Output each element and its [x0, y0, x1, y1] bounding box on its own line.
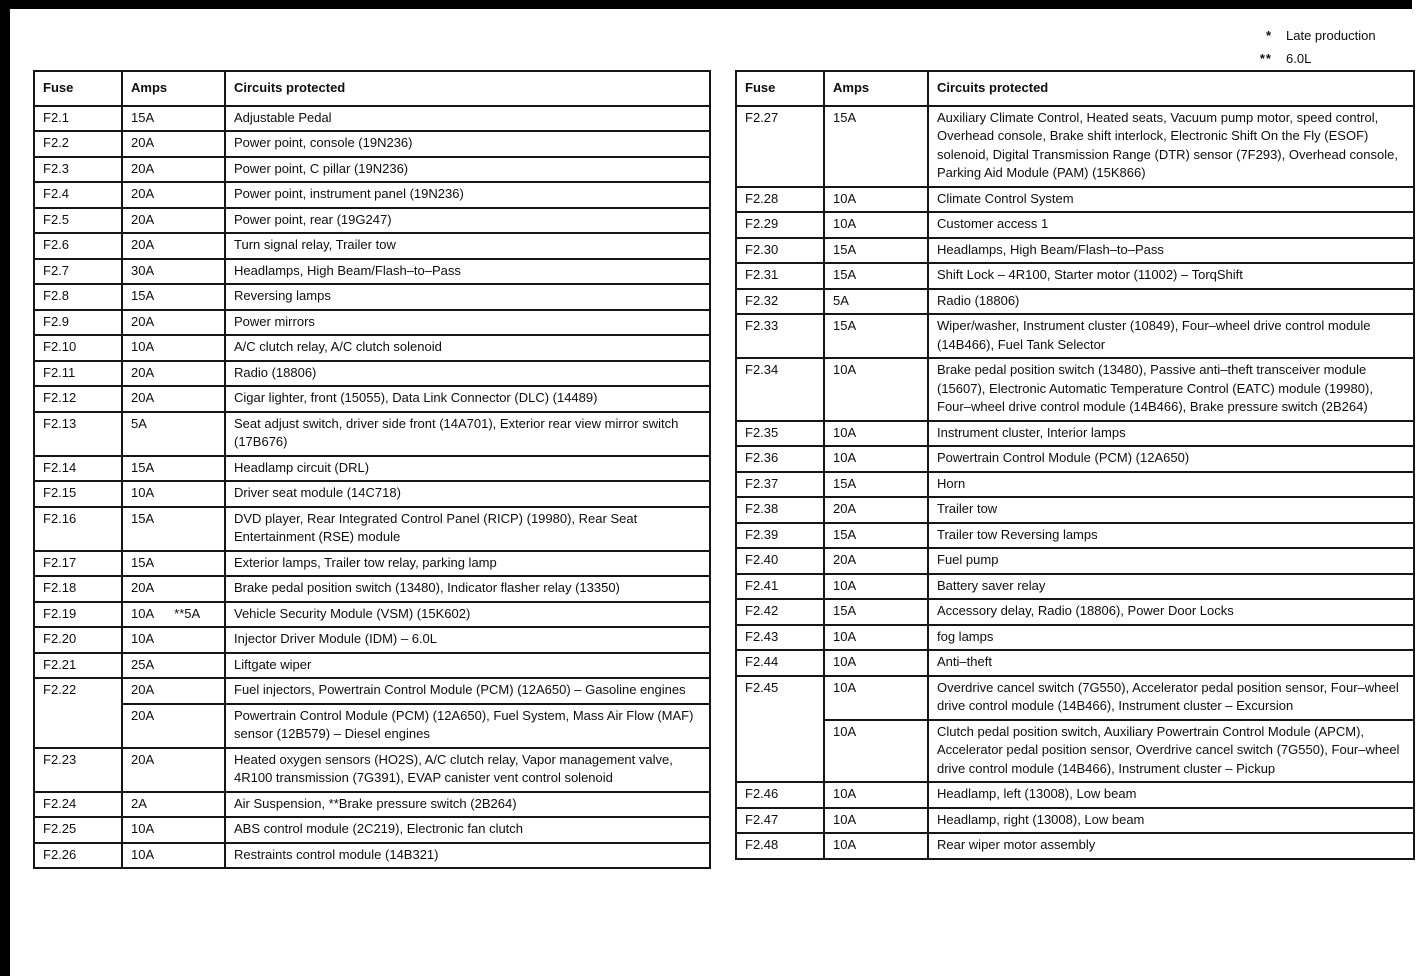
circuits-cell: Heated oxygen sensors (HO2S), A/C clutch relay, Vapor management valve, 4R100 transmission (7G391), EVAP canister vent control solenoid	[225, 748, 710, 792]
fuse-id-cell: F2.26	[34, 843, 122, 869]
amps-cell	[824, 625, 928, 651]
amps-value: 15A	[131, 510, 155, 526]
circuits-cell: Fuel pump	[928, 548, 1414, 574]
fuse-row	[736, 106, 1414, 187]
asterisk-symbol: *	[1265, 28, 1272, 43]
amps-value: 20A	[131, 390, 155, 405]
double-asterisk-symbol: **	[1259, 51, 1272, 66]
amps-value: 10A	[833, 362, 857, 377]
fuse-id-cell: F2.14	[34, 456, 122, 482]
fuse-row	[34, 259, 710, 285]
column-header-amps: Amps	[824, 71, 928, 106]
fuse-id-cell: F2.1	[34, 106, 122, 132]
circuits-cell: Powertrain Control Module (PCM) (12A650)	[928, 446, 1414, 472]
circuits-cell: Trailer tow Reversing lamps	[928, 523, 1414, 549]
amps-cell	[824, 782, 928, 808]
amps-value: 10A	[833, 679, 857, 695]
fuse-row	[736, 625, 1414, 651]
amps-value: 10A	[833, 811, 857, 827]
amps-cell	[824, 574, 928, 600]
circuits-cell: Power point, console (19N236)	[225, 131, 710, 157]
amps-cell	[122, 182, 225, 208]
fuse-id-cell: F2.23	[34, 748, 122, 792]
amps-value: 10A	[833, 577, 857, 593]
circuits-cell: fog lamps	[928, 625, 1414, 651]
circuits-cell: Horn	[928, 472, 1414, 498]
amps-value: 15A	[833, 318, 857, 333]
amps-value: 15A	[131, 288, 155, 303]
amps-cell	[122, 792, 225, 818]
fuse-table-left	[33, 70, 711, 869]
amps-cell	[122, 157, 225, 183]
fuse-row	[736, 446, 1414, 472]
scan-edge-top	[0, 0, 1412, 9]
circuits-cell: Headlamp, right (13008), Low beam	[928, 808, 1414, 834]
fuse-row	[736, 833, 1414, 859]
fuse-id-cell: F2.38	[736, 497, 824, 523]
fuse-row	[34, 233, 710, 259]
amps-value: 10A	[833, 837, 857, 852]
fuse-id-cell: F2.12	[34, 386, 122, 412]
fuse-row	[736, 187, 1414, 213]
amps-value: 15A	[833, 241, 857, 257]
fuse-id-cell: F2.48	[736, 833, 824, 859]
circuits-cell: Overdrive cancel switch (7G550), Accelerator pedal position sensor, Four–wheel drive control module (14B466), Instrument cluster – Excursion	[928, 676, 1414, 720]
fuse-id-cell: F2.33	[736, 314, 824, 358]
circuits-cell: Liftgate wiper	[225, 653, 710, 679]
circuits-cell: Headlamp circuit (DRL)	[225, 456, 710, 482]
fuse-row	[34, 106, 710, 132]
fuse-id-cell: F2.6	[34, 233, 122, 259]
amps-value: 10A	[131, 605, 155, 621]
legend-late-production	[1246, 28, 1376, 44]
amps-cell	[122, 627, 225, 653]
legend-label: 6.0L	[1286, 51, 1312, 66]
circuits-cell: Shift Lock – 4R100, Starter motor (11002) – TorqShift	[928, 263, 1414, 289]
amps-value: 15A	[833, 603, 857, 618]
column-header-circuits: Circuits protected	[225, 71, 710, 106]
amps-value: 10A	[833, 786, 857, 801]
fuse-id-cell: F2.44	[736, 650, 824, 676]
amps-cell	[824, 314, 928, 358]
amps-cell	[122, 208, 225, 234]
amps-cell	[122, 386, 225, 412]
column-header-fuse: Fuse	[34, 71, 122, 106]
amps-value: 15A	[833, 109, 857, 125]
amps-value: 20A	[833, 552, 857, 567]
fuse-id-cell: F2.37	[736, 472, 824, 498]
fuse-row	[736, 314, 1414, 358]
amps-value: 10A	[833, 723, 857, 739]
amps-cell	[122, 361, 225, 387]
circuits-cell: Exterior lamps, Trailer tow relay, parking lamp	[225, 551, 710, 577]
circuits-cell: Trailer tow	[928, 497, 1414, 523]
fuse-id-cell: F2.28	[736, 187, 824, 213]
circuits-cell: Restraints control module (14B321)	[225, 843, 710, 869]
circuits-cell: Brake pedal position switch (13480), Passive anti–theft transceiver module (15607), Electronic Automatic Temperature Control (EATC) module (19980), Four–wheel drive control module (14B466), Brake pressure switch (2B264)	[928, 358, 1414, 421]
fuse-id-cell: F2.47	[736, 808, 824, 834]
fuse-row	[34, 627, 710, 653]
amps-alt-value: **5A	[174, 605, 201, 621]
circuits-cell: Rear wiper motor assembly	[928, 833, 1414, 859]
amps-value: 10A	[131, 485, 155, 500]
column-header-circuits: Circuits protected	[928, 71, 1414, 106]
fuse-row	[736, 720, 1414, 783]
circuits-cell: Clutch pedal position switch, Auxiliary Powertrain Control Module (APCM), Accelerator pedal position sensor, Overdrive cancel switch (7G550), Four–wheel drive control module (14B466), Instrument cluster – Pickup	[928, 720, 1414, 783]
amps-cell	[824, 650, 928, 676]
amps-value: 20A	[131, 364, 155, 380]
amps-value: 20A	[131, 237, 155, 252]
circuits-cell: Fuel injectors, Powertrain Control Module (PCM) (12A650) – Gasoline engines	[225, 678, 710, 704]
fuse-id-cell: F2.2	[34, 131, 122, 157]
amps-cell	[824, 523, 928, 549]
fuse-id-cell: F2.13	[34, 412, 122, 456]
fuse-row	[34, 481, 710, 507]
circuits-cell: Power point, rear (19G247)	[225, 208, 710, 234]
amps-cell	[122, 131, 225, 157]
amps-cell	[122, 335, 225, 361]
circuits-cell: Power point, instrument panel (19N236)	[225, 182, 710, 208]
fuse-row	[736, 497, 1414, 523]
amps-cell	[824, 833, 928, 859]
fuse-id-cell: F2.43	[736, 625, 824, 651]
header-row	[34, 71, 710, 106]
fuse-row	[34, 602, 710, 628]
fuse-row	[34, 182, 710, 208]
amps-cell	[122, 843, 225, 869]
amps-cell	[122, 106, 225, 132]
fuse-id-cell: F2.20	[34, 627, 122, 653]
amps-value: 10A	[131, 631, 155, 646]
amps-value: 10A	[131, 846, 155, 862]
amps-cell	[824, 472, 928, 498]
fuse-row	[34, 507, 710, 551]
amps-cell	[824, 421, 928, 447]
circuits-cell: Cigar lighter, front (15055), Data Link Connector (DLC) (14489)	[225, 386, 710, 412]
amps-cell	[122, 748, 225, 792]
amps-value: 15A	[833, 475, 857, 491]
circuits-cell: Power point, C pillar (19N236)	[225, 157, 710, 183]
fuse-row	[736, 650, 1414, 676]
footnote-legend	[1246, 28, 1376, 74]
fuse-row	[34, 653, 710, 679]
fuse-id-cell: F2.27	[736, 106, 824, 187]
fuse-row	[736, 421, 1414, 447]
amps-value: 15A	[131, 459, 155, 475]
column-header-fuse: Fuse	[736, 71, 824, 106]
fuse-row	[34, 335, 710, 361]
circuits-cell: Customer access 1	[928, 212, 1414, 238]
fuse-id-cell: F2.7	[34, 259, 122, 285]
amps-cell	[122, 310, 225, 336]
amps-cell	[122, 412, 225, 456]
amps-value: 10A	[131, 339, 155, 354]
circuits-cell: Headlamps, High Beam/Flash–to–Pass	[928, 238, 1414, 264]
circuits-cell: Headlamp, left (13008), Low beam	[928, 782, 1414, 808]
amps-cell	[824, 263, 928, 289]
circuits-cell: Brake pedal position switch (13480), Indicator flasher relay (13350)	[225, 576, 710, 602]
circuits-cell: Anti–theft	[928, 650, 1414, 676]
fuse-row	[736, 289, 1414, 315]
fuse-id-cell: F2.29	[736, 212, 824, 238]
fuse-row	[34, 576, 710, 602]
amps-cell	[824, 808, 928, 834]
fuse-id-cell: F2.8	[34, 284, 122, 310]
fuse-id-cell: F2.16	[34, 507, 122, 551]
fuse-row	[736, 782, 1414, 808]
amps-cell	[824, 676, 928, 720]
amps-cell	[122, 653, 225, 679]
circuits-cell: Auxiliary Climate Control, Heated seats, Vacuum pump motor, speed control, Overhead console, Brake shift interlock, Electronic Shift On the Fly (ESOF) solenoid, Digital Transmission Range (DTR) sensor (7F293), Overhead console, Parking Aid Module (PAM) (15K866)	[928, 106, 1414, 187]
amps-value: 10A	[833, 450, 857, 465]
fuse-id-cell: F2.46	[736, 782, 824, 808]
fuse-id-cell: F2.36	[736, 446, 824, 472]
fuse-id-cell: F2.45	[736, 676, 824, 783]
fuse-id-cell: F2.21	[34, 653, 122, 679]
amps-value: 20A	[131, 751, 155, 767]
amps-value: 15A	[131, 109, 155, 125]
fuse-row	[736, 238, 1414, 264]
amps-cell	[824, 358, 928, 421]
amps-value: 20A	[131, 135, 155, 150]
amps-value: 20A	[833, 501, 857, 516]
amps-value: 20A	[131, 160, 155, 176]
fuse-id-cell: F2.24	[34, 792, 122, 818]
circuits-cell: Battery saver relay	[928, 574, 1414, 600]
circuits-cell: Air Suspension, **Brake pressure switch (2B264)	[225, 792, 710, 818]
fuse-row	[736, 212, 1414, 238]
legend-label: Late production	[1286, 28, 1376, 43]
fuse-row	[34, 792, 710, 818]
amps-cell	[122, 678, 225, 704]
fuse-row	[34, 361, 710, 387]
amps-value: 10A	[833, 654, 857, 669]
amps-cell	[122, 456, 225, 482]
fuse-row	[34, 748, 710, 792]
amps-cell	[824, 599, 928, 625]
fuse-id-cell: F2.22	[34, 678, 122, 748]
fuse-row	[736, 358, 1414, 421]
amps-value: 15A	[131, 554, 155, 570]
fuse-id-cell: F2.19	[34, 602, 122, 628]
amps-cell	[824, 289, 928, 315]
circuits-cell: Adjustable Pedal	[225, 106, 710, 132]
fuse-row	[736, 574, 1414, 600]
fuse-id-cell: F2.31	[736, 263, 824, 289]
amps-cell	[122, 551, 225, 577]
fuse-row	[736, 263, 1414, 289]
column-header-amps: Amps	[122, 71, 225, 106]
circuits-cell: Injector Driver Module (IDM) – 6.0L	[225, 627, 710, 653]
fuse-id-cell: F2.17	[34, 551, 122, 577]
amps-value: 10A	[833, 424, 857, 440]
circuits-cell: Turn signal relay, Trailer tow	[225, 233, 710, 259]
fuse-id-cell: F2.10	[34, 335, 122, 361]
amps-cell	[824, 720, 928, 783]
circuits-cell: Climate Control System	[928, 187, 1414, 213]
fuse-id-cell: F2.32	[736, 289, 824, 315]
amps-value: 5A	[833, 292, 849, 308]
fuse-row	[736, 523, 1414, 549]
amps-value: 10A	[833, 190, 857, 206]
fuse-table-right	[735, 70, 1415, 860]
amps-value: 20A	[131, 211, 155, 227]
fuse-id-cell: F2.25	[34, 817, 122, 843]
fuse-row	[34, 678, 710, 704]
amps-value: 5A	[131, 415, 147, 431]
circuits-cell: Accessory delay, Radio (18806), Power Door Locks	[928, 599, 1414, 625]
fuse-id-cell: F2.5	[34, 208, 122, 234]
amps-value: 10A	[833, 216, 857, 231]
fuse-id-cell: F2.35	[736, 421, 824, 447]
fuse-row	[34, 157, 710, 183]
amps-value: 25A	[131, 656, 155, 672]
amps-cell	[122, 704, 225, 748]
circuits-cell: Radio (18806)	[928, 289, 1414, 315]
fuse-id-cell: F2.30	[736, 238, 824, 264]
fuse-row	[736, 676, 1414, 720]
fuse-id-cell: F2.4	[34, 182, 122, 208]
amps-value: 30A	[131, 262, 155, 278]
fuse-id-cell: F2.40	[736, 548, 824, 574]
fuse-row	[34, 208, 710, 234]
amps-cell	[122, 233, 225, 259]
fuse-row	[34, 843, 710, 869]
amps-cell	[122, 284, 225, 310]
amps-cell	[824, 446, 928, 472]
fuse-row	[34, 284, 710, 310]
fuse-id-cell: F2.3	[34, 157, 122, 183]
amps-value: 10A	[131, 821, 155, 836]
fuse-id-cell: F2.34	[736, 358, 824, 421]
legend-6-0l	[1246, 51, 1376, 67]
circuits-cell: Instrument cluster, Interior lamps	[928, 421, 1414, 447]
fuse-row	[34, 551, 710, 577]
fuse-id-cell: F2.42	[736, 599, 824, 625]
fuse-id-cell: F2.41	[736, 574, 824, 600]
amps-cell	[122, 507, 225, 551]
fuse-row	[736, 808, 1414, 834]
fuse-row	[736, 472, 1414, 498]
amps-cell	[122, 259, 225, 285]
fuse-row	[34, 817, 710, 843]
amps-value: 15A	[833, 526, 857, 542]
circuits-cell: Reversing lamps	[225, 284, 710, 310]
amps-value: 15A	[833, 267, 857, 282]
amps-value: 20A	[131, 682, 155, 697]
fuse-row	[34, 386, 710, 412]
fuse-row	[34, 456, 710, 482]
amps-value: 20A	[131, 313, 155, 329]
fuse-id-cell: F2.39	[736, 523, 824, 549]
amps-cell	[122, 481, 225, 507]
circuits-cell: A/C clutch relay, A/C clutch solenoid	[225, 335, 710, 361]
amps-cell	[824, 497, 928, 523]
amps-value: 20A	[131, 707, 155, 723]
amps-value: 10A	[833, 628, 857, 644]
amps-value: 2A	[131, 795, 147, 811]
amps-cell	[122, 817, 225, 843]
circuits-cell: Wiper/washer, Instrument cluster (10849), Four–wheel drive control module (14B466), Fuel Tank Selector	[928, 314, 1414, 358]
amps-cell	[824, 106, 928, 187]
amps-cell	[122, 602, 225, 628]
fuse-id-cell: F2.18	[34, 576, 122, 602]
circuits-cell: Powertrain Control Module (PCM) (12A650), Fuel System, Mass Air Flow (MAF) sensor (12B579) – Diesel engines	[225, 704, 710, 748]
circuits-cell: Power mirrors	[225, 310, 710, 336]
circuits-cell: DVD player, Rear Integrated Control Panel (RICP) (19980), Rear Seat Entertainment (RSE) module	[225, 507, 710, 551]
amps-cell	[824, 548, 928, 574]
circuits-cell: Vehicle Security Module (VSM) (15K602)	[225, 602, 710, 628]
fuse-id-cell: F2.11	[34, 361, 122, 387]
circuits-cell: Headlamps, High Beam/Flash–to–Pass	[225, 259, 710, 285]
amps-cell	[824, 187, 928, 213]
header-row	[736, 71, 1414, 106]
fuse-row	[34, 704, 710, 748]
amps-cell	[824, 238, 928, 264]
amps-cell	[824, 212, 928, 238]
circuits-cell: Driver seat module (14C718)	[225, 481, 710, 507]
fuse-id-cell: F2.15	[34, 481, 122, 507]
amps-value: 20A	[131, 580, 155, 595]
fuse-row	[34, 412, 710, 456]
fuse-id-cell: F2.9	[34, 310, 122, 336]
fuse-row	[34, 131, 710, 157]
fuse-row	[736, 548, 1414, 574]
fuse-row	[736, 599, 1414, 625]
amps-value: 20A	[131, 186, 155, 201]
fuse-row	[34, 310, 710, 336]
circuits-cell: Radio (18806)	[225, 361, 710, 387]
scan-edge-left	[0, 0, 10, 976]
amps-cell	[122, 576, 225, 602]
circuits-cell: ABS control module (2C219), Electronic fan clutch	[225, 817, 710, 843]
circuits-cell: Seat adjust switch, driver side front (14A701), Exterior rear view mirror switch (17B676)	[225, 412, 710, 456]
